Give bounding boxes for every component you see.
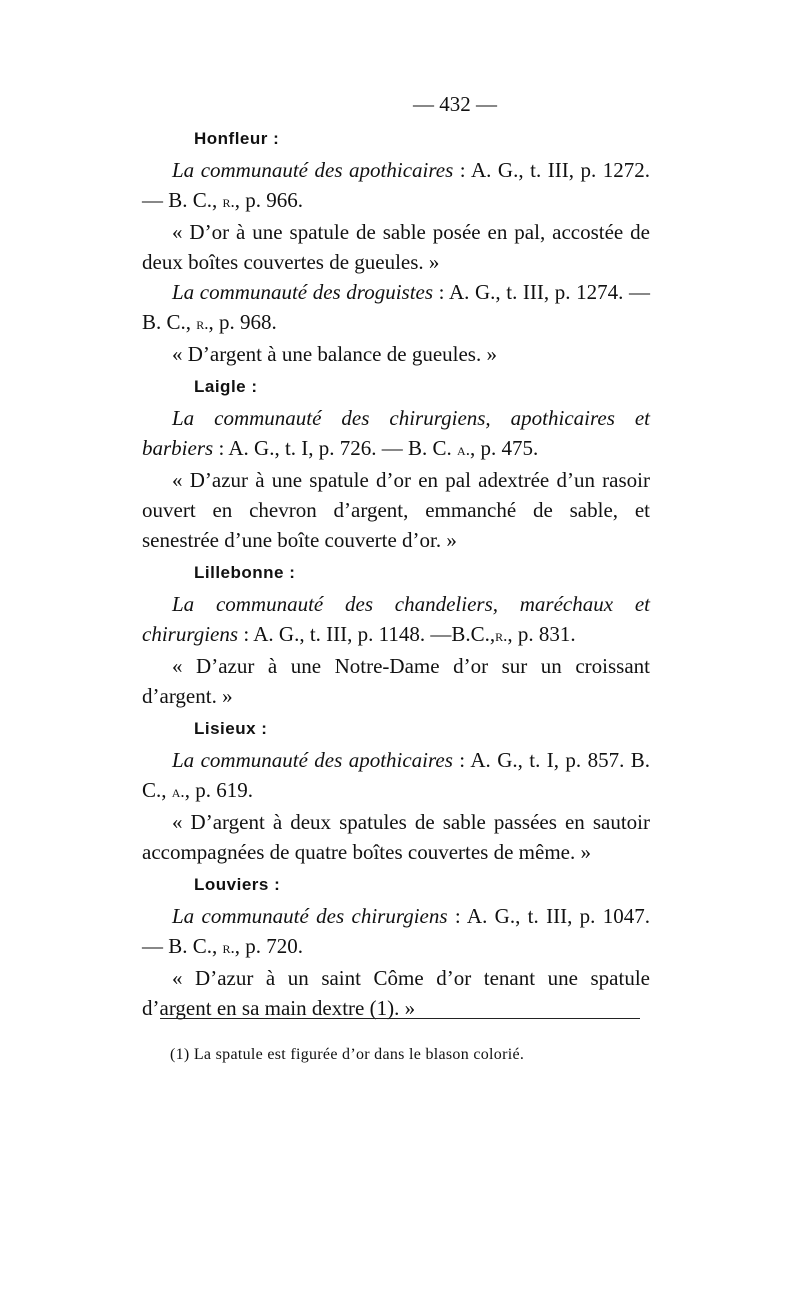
entry-title: La communauté des droguistes	[172, 280, 434, 304]
section-heading-honfleur: Honfleur :	[194, 129, 280, 148]
entry-reference-sc: a.	[171, 782, 185, 801]
entry-reference-sc: r.	[196, 314, 209, 333]
entry-title-line	[142, 901, 650, 963]
section-heading-louviers: Louviers :	[194, 875, 281, 894]
page-body	[142, 92, 650, 1023]
entry-title-line	[142, 403, 650, 465]
entry-reference: : A. G., t. I, p. 726. — B. C.	[213, 436, 458, 460]
entry-reference-end: , p. 966.	[234, 188, 304, 212]
section-heading-lillebonne: Lillebonne :	[194, 563, 296, 582]
entry-reference-end: , p. 619.	[184, 778, 253, 802]
entry-blazon: « D’azur à une spatule d’or en pal adextrée d’un rasoir ouvert en chevron d’argent, emmanché de sable, et senestrée d’une boîte couverte d’or. »	[142, 468, 650, 552]
entry-blazon: « D’azur à un saint Côme d’or tenant une spatule d’argent en sa main dextre (1). »	[142, 966, 650, 1020]
entry-blazon: « D’argent à une balance de gueules. »	[172, 342, 497, 366]
entry-reference: : A. G., t. III, p. 1148. —B.C.,	[238, 622, 496, 646]
page-number: — 432 —	[413, 92, 497, 116]
entry-title-line	[142, 155, 650, 217]
entry-title: La communauté des chirurgiens, apothicaires et barbiers	[142, 406, 650, 460]
entry-blazon: « D’azur à une Notre-Dame d’or sur un croissant d’argent. »	[142, 654, 650, 708]
entry-title: La communauté des apothicaires	[172, 158, 454, 182]
entry-title: La communauté des apothicaires	[172, 748, 453, 772]
section-heading-laigle: Laigle :	[194, 377, 258, 396]
entry-reference: : A. G., t. III, p. 1272. — B. C.,	[142, 158, 650, 212]
entry-reference-sc: a.	[457, 440, 470, 459]
entry-blazon: « D’argent à deux spatules de sable passées en sautoir accompagnées de quatre boîtes couvertes de même. »	[142, 810, 650, 864]
entry-reference-end: , p. 831.	[507, 622, 576, 646]
entry-title-line	[142, 589, 650, 651]
section-heading-lisieux: Lisieux :	[194, 719, 268, 738]
entry-reference-sc: r.	[222, 192, 235, 211]
entry-title-line	[142, 745, 650, 807]
entry-reference-end: , p. 720.	[234, 934, 304, 958]
entry-reference-end: , p. 475.	[469, 436, 539, 460]
footnote-divider	[160, 1018, 640, 1019]
entry-reference: : A. G., t. III, p. 1047. — B. C.,	[142, 904, 650, 958]
footnote: (1) La spatule est figurée d’or dans le blason colorié.	[170, 1046, 525, 1063]
entry-reference: : A. G., t. I, p. 857. B. C.,	[142, 748, 650, 802]
entry-title: La communauté des chirurgiens	[172, 904, 448, 928]
entry-reference: : A. G., t. III, p. 1274. — B. C.,	[142, 280, 650, 334]
entry-title-line	[142, 277, 650, 339]
entry-reference-sc: r.	[222, 938, 235, 957]
entry-blazon: « D’or à une spatule de sable posée en pal, accostée de deux boîtes couvertes de gueules. »	[142, 220, 650, 274]
entry-reference-end: , p. 968.	[208, 310, 277, 334]
entry-title: La communauté des chandeliers, maréchaux et chirurgiens	[142, 592, 650, 646]
entry-reference-sc: r.	[495, 626, 508, 645]
